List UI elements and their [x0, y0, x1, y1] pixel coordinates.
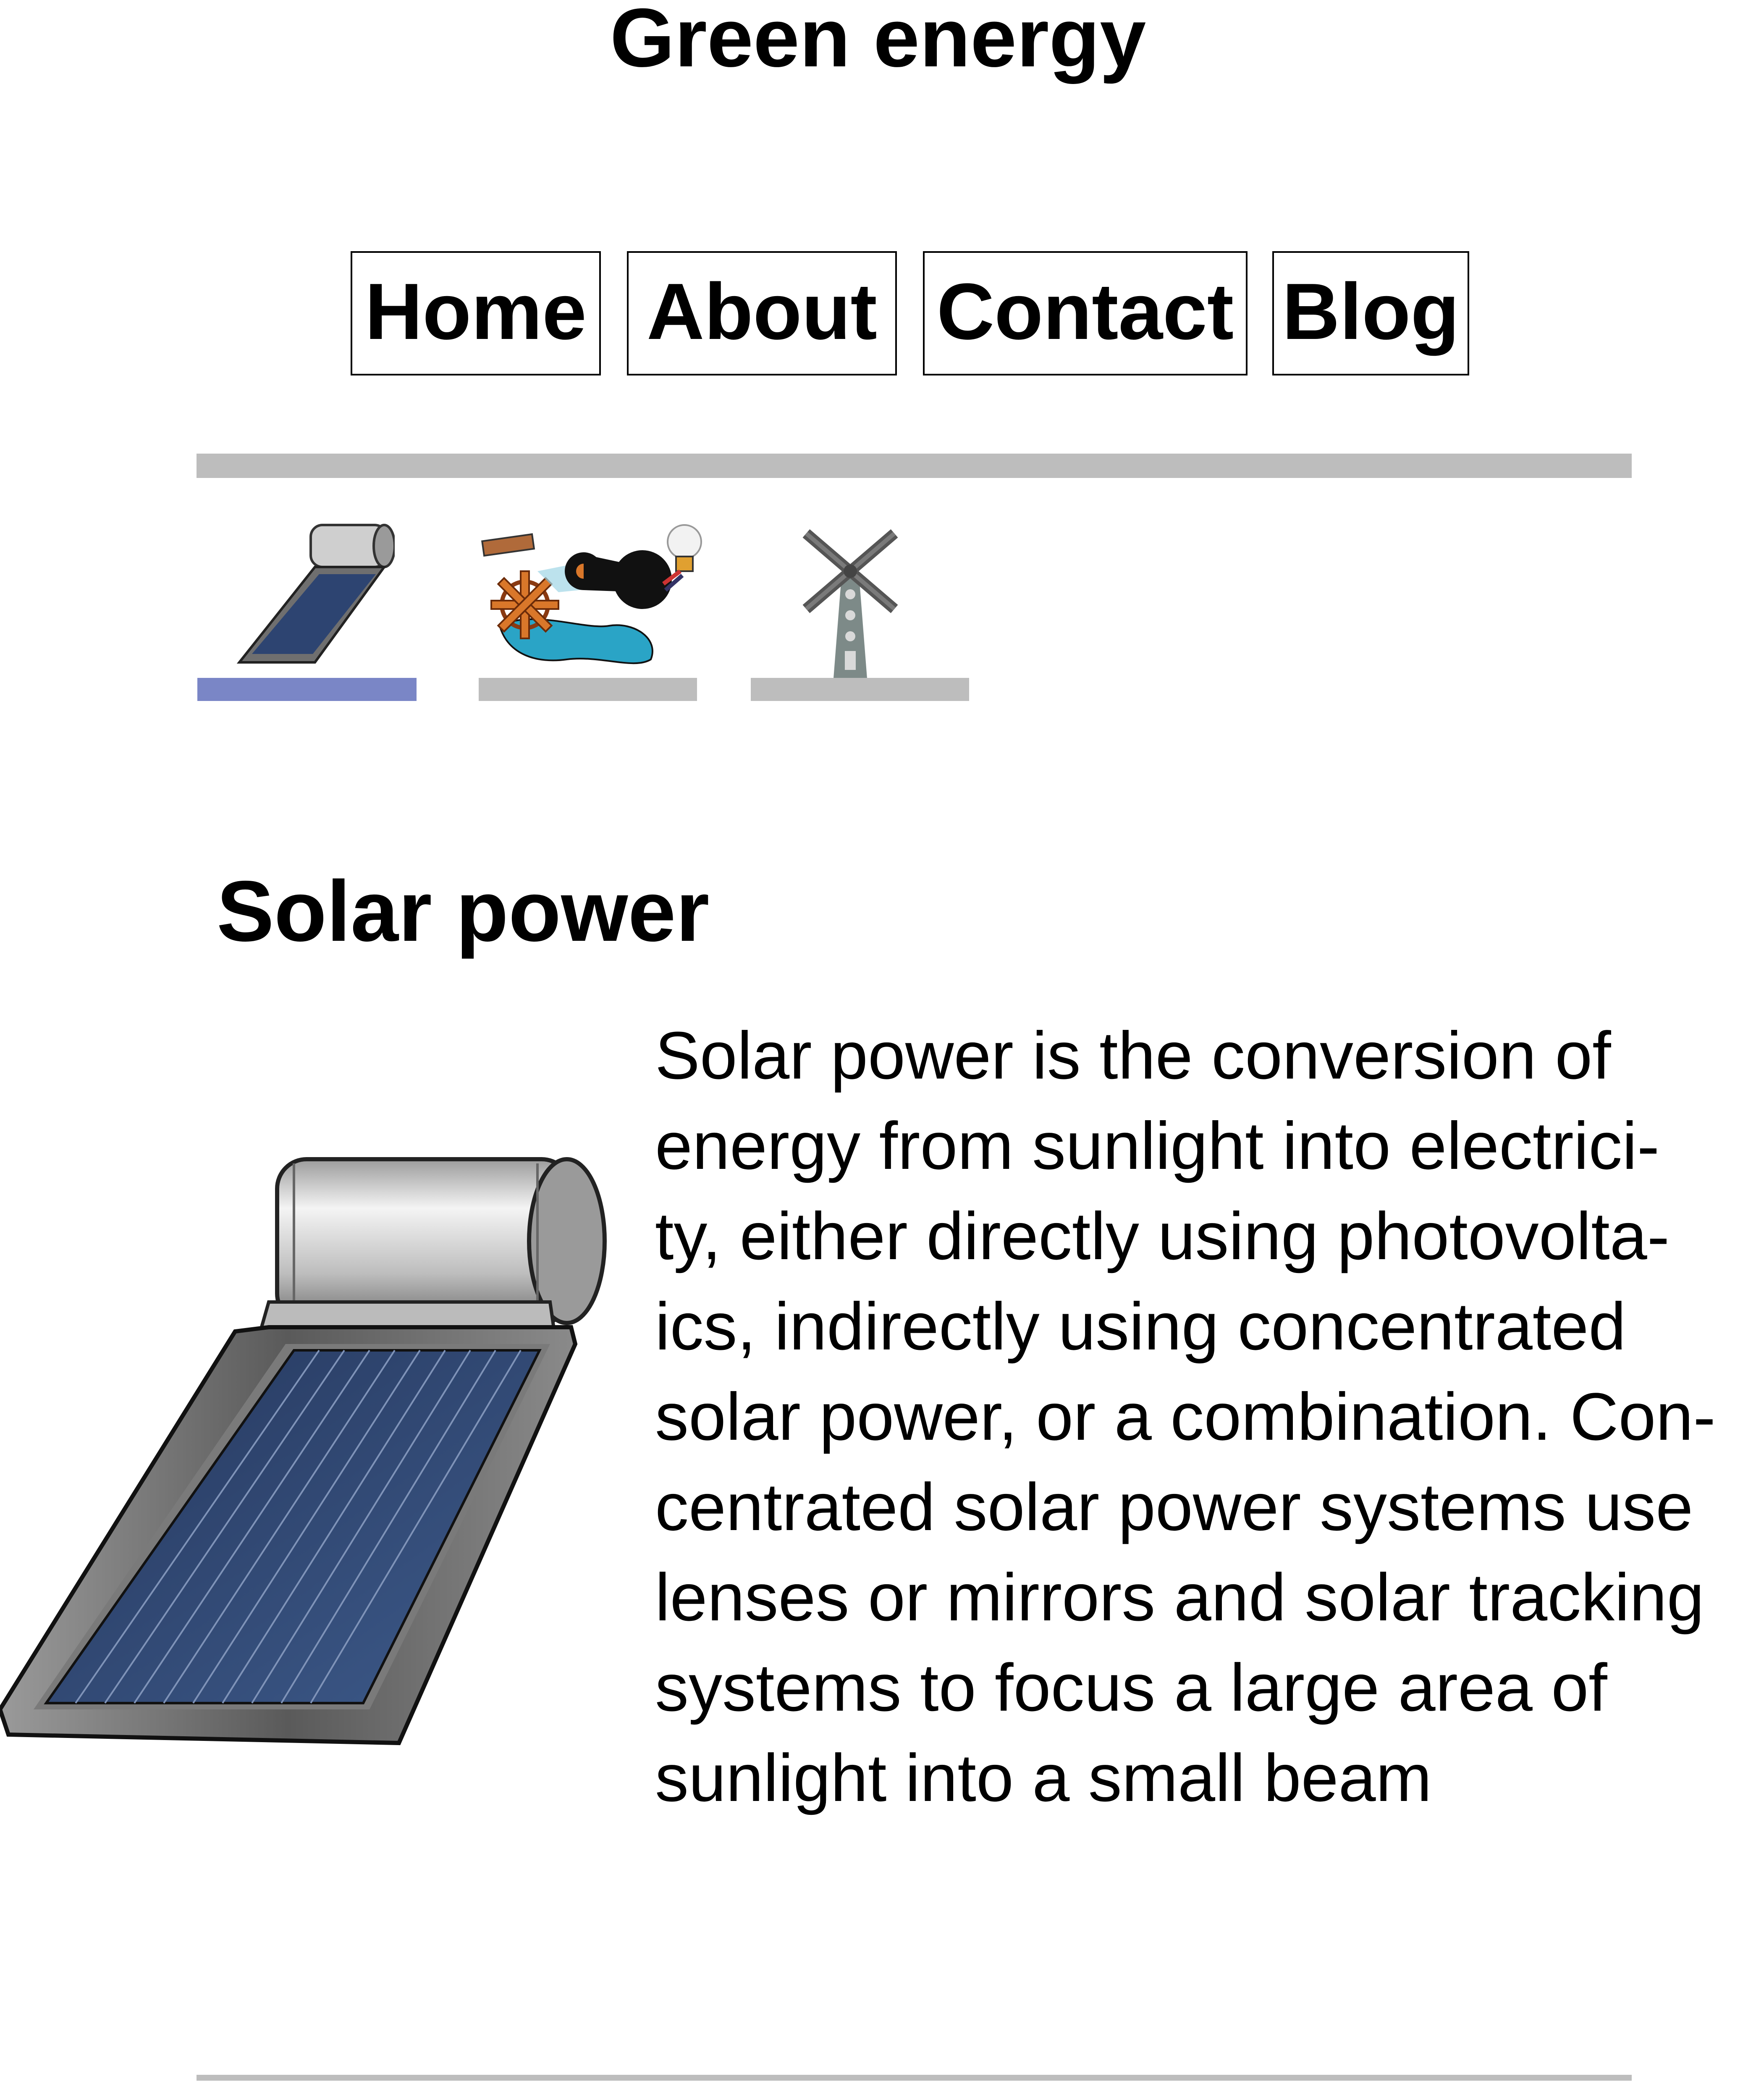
water-wheel-generator-icon: [474, 521, 710, 672]
nav-divider: [197, 454, 1632, 478]
gallery-thumb-solar-indicator: [197, 678, 417, 701]
section-heading: Solar power: [217, 863, 710, 959]
solar-panel-icon: [235, 517, 395, 669]
windmill-icon: [798, 525, 903, 680]
nav-contact-button[interactable]: Contact: [923, 251, 1248, 375]
main-nav: [0, 251, 1756, 377]
gallery-thumb-wind[interactable]: [798, 525, 903, 682]
gallery-thumb-wind-indicator: [751, 678, 969, 701]
gallery-thumb-hydro-indicator: [479, 678, 697, 701]
site-title: Green energy: [610, 0, 1146, 84]
solar-water-heater-image: [0, 1147, 613, 1758]
solar-water-heater-icon: [0, 1147, 613, 1756]
footer-divider: [197, 2075, 1632, 2081]
gallery-thumb-hydro[interactable]: [474, 521, 710, 674]
article-body: Solar power is the conversion of energy from sunlight into electrici- ty, either directly using photovolta- ics, indirectly using concentrated solar power, or a combination. Con- centrated solar power systems use lenses or mirrors and solar tracking systems to focus a large area of sunlight into a small beam: [655, 1018, 1716, 1815]
gallery-thumb-solar[interactable]: [235, 517, 395, 671]
nav-home-button[interactable]: Home: [351, 251, 601, 375]
nav-about-button[interactable]: About: [627, 251, 897, 375]
nav-blog-button[interactable]: Blog: [1272, 251, 1469, 375]
